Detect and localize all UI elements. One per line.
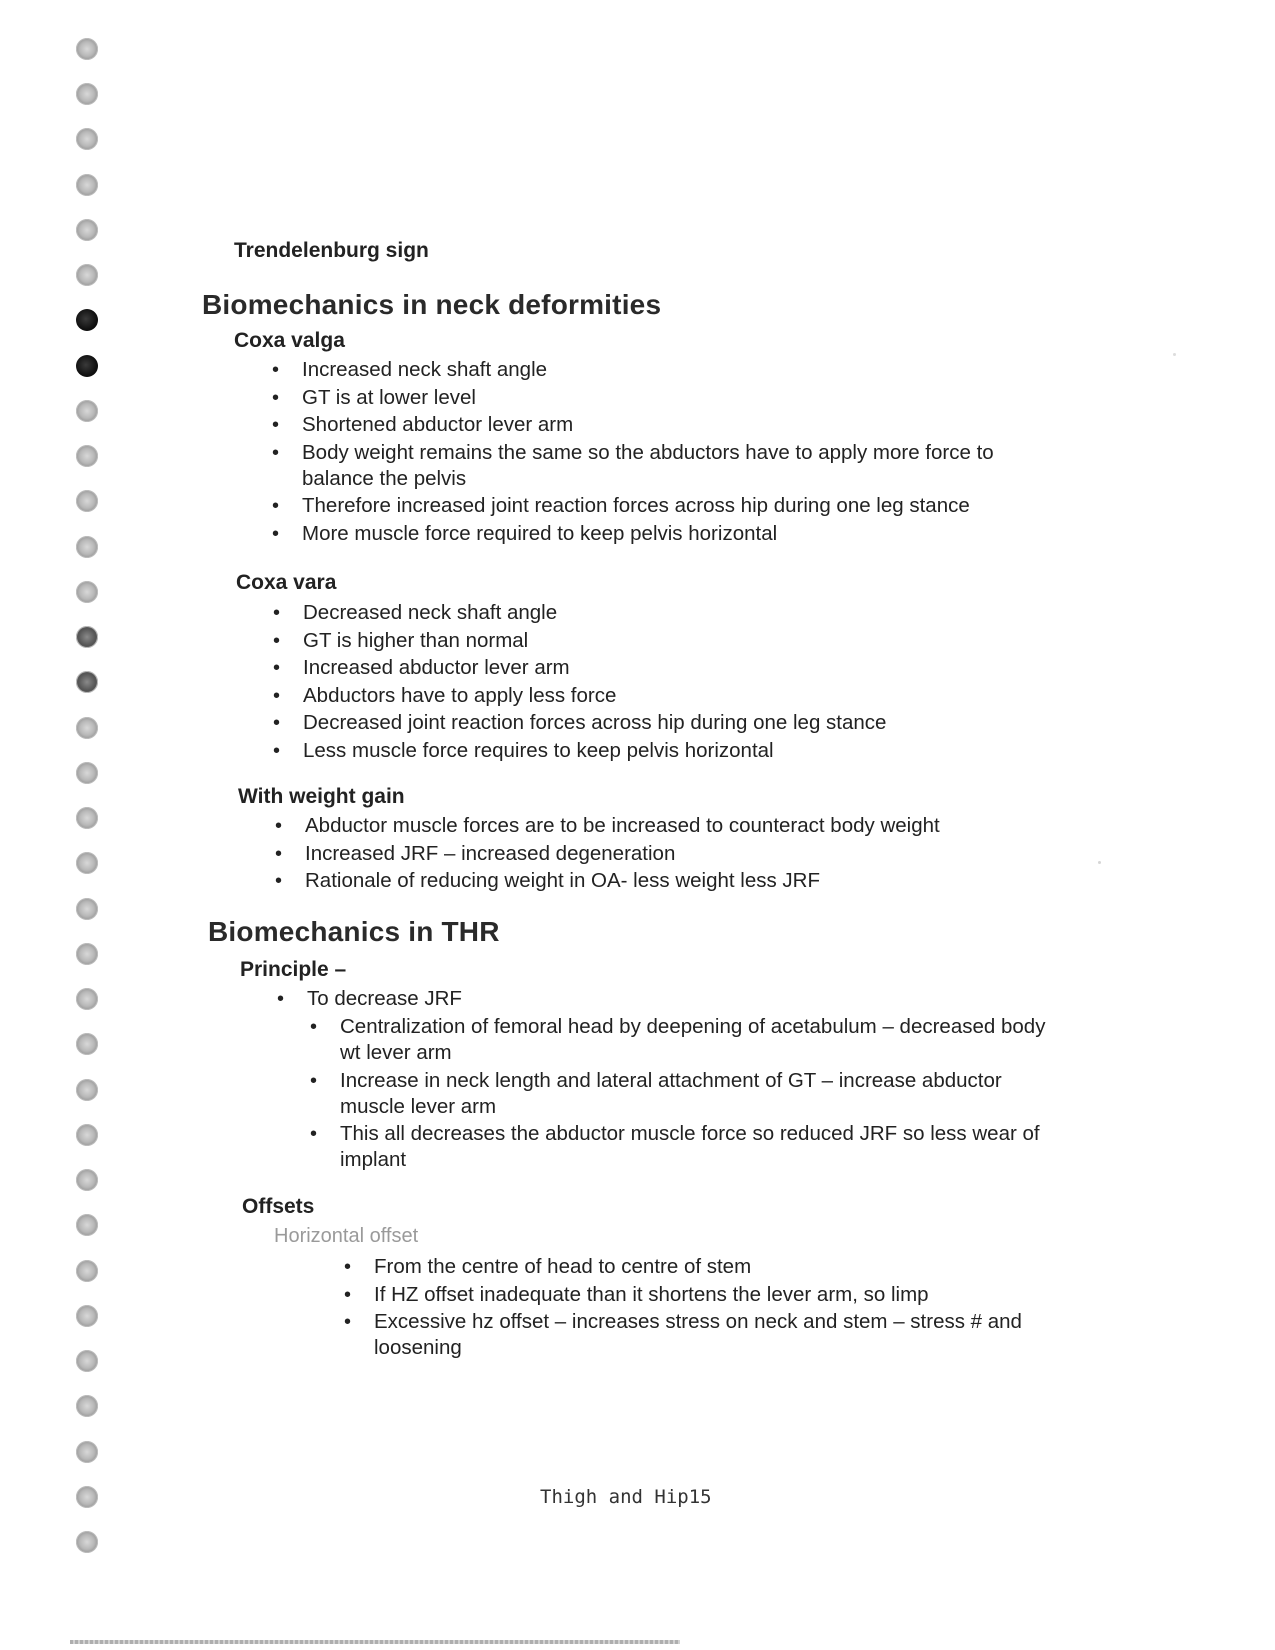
binder-holes xyxy=(76,38,100,1638)
binder-hole-icon xyxy=(76,1441,98,1463)
binder-hole-icon xyxy=(76,807,98,829)
list-item: • Increased abductor lever arm xyxy=(303,655,1063,681)
bottom-edge-rule xyxy=(70,1640,680,1644)
weight-gain-heading: With weight gain xyxy=(238,785,405,808)
list-item: • Shortened abductor lever arm xyxy=(302,412,1062,438)
list-item: • This all decreases the abductor muscle force so reduced JRF so less wear of implant xyxy=(340,1121,1060,1173)
list-item: • Body weight remains the same so the abductors have to apply more force to balance the pelvis xyxy=(302,440,1062,492)
scan-speck xyxy=(1098,861,1101,864)
binder-hole-icon xyxy=(76,490,98,512)
list-item: • GT is higher than normal xyxy=(303,628,1063,654)
list-item: • Abductors have to apply less force xyxy=(303,683,1063,709)
binder-hole-icon xyxy=(76,898,98,920)
binder-hole-icon xyxy=(76,1305,98,1327)
binder-hole-icon xyxy=(76,1169,98,1191)
binder-hole-icon xyxy=(76,1033,98,1055)
list-item: • Increased neck shaft angle xyxy=(302,357,1062,383)
list-item: • Rationale of reducing weight in OA- less weight less JRF xyxy=(305,868,1065,894)
binder-hole-icon xyxy=(76,83,98,105)
horizontal-offset-list xyxy=(374,1254,1034,1363)
binder-hole-icon xyxy=(76,1260,98,1282)
trendelenburg-heading: Trendelenburg sign xyxy=(234,239,429,262)
list-item: • GT is at lower level xyxy=(302,385,1062,411)
horizontal-offset-label: Horizontal offset xyxy=(274,1225,419,1247)
binder-hole-icon xyxy=(76,1124,98,1146)
weight-gain-list xyxy=(305,813,1065,896)
list-item: • Decreased joint reaction forces across hip during one leg stance xyxy=(303,710,1063,736)
binder-hole-icon xyxy=(76,309,98,331)
binder-hole-icon xyxy=(76,671,98,693)
principle-list xyxy=(307,986,1067,1014)
list-item: • Increased JRF – increased degeneration xyxy=(305,841,1065,867)
binder-hole-icon xyxy=(76,536,98,558)
binder-hole-icon xyxy=(76,128,98,150)
scan-speck xyxy=(1173,353,1176,356)
binder-hole-icon xyxy=(76,717,98,739)
coxa-vara-heading: Coxa vara xyxy=(236,571,337,594)
binder-hole-icon xyxy=(76,852,98,874)
list-item: • Less muscle force requires to keep pelvis horizontal xyxy=(303,738,1063,764)
binder-hole-icon xyxy=(76,264,98,286)
binder-hole-icon xyxy=(76,1531,98,1553)
binder-hole-icon xyxy=(76,1486,98,1508)
binder-hole-icon xyxy=(76,626,98,648)
list-item: • To decrease JRF xyxy=(307,986,1067,1012)
binder-hole-icon xyxy=(76,445,98,467)
coxa-valga-heading: Coxa valga xyxy=(234,329,345,352)
section-title-neck-deformities: Biomechanics in neck deformities xyxy=(202,289,662,320)
list-item: • Centralization of femoral head by deepening of acetabulum – decreased body wt lever arm xyxy=(340,1014,1060,1066)
list-item: • More muscle force required to keep pelvis horizontal xyxy=(302,521,1062,547)
binder-hole-icon xyxy=(76,1079,98,1101)
list-item: • From the centre of head to centre of stem xyxy=(374,1254,1034,1280)
binder-hole-icon xyxy=(76,1395,98,1417)
list-item: • Therefore increased joint reaction forces across hip during one leg stance xyxy=(302,493,1062,519)
binder-hole-icon xyxy=(76,581,98,603)
list-item: • Increase in neck length and lateral attachment of GT – increase abductor muscle lever arm xyxy=(340,1068,1060,1120)
binder-hole-icon xyxy=(76,1350,98,1372)
principle-sublist xyxy=(340,1014,1060,1175)
binder-hole-icon xyxy=(76,38,98,60)
list-item: • Abductor muscle forces are to be increased to counteract body weight xyxy=(305,813,1065,839)
list-item: • Decreased neck shaft angle xyxy=(303,600,1063,626)
binder-hole-icon xyxy=(76,219,98,241)
binder-hole-icon xyxy=(76,762,98,784)
page-footer: Thigh and Hip15 xyxy=(540,1486,712,1508)
offsets-heading: Offsets xyxy=(242,1195,315,1218)
section-title-thr: Biomechanics in THR xyxy=(208,916,500,947)
coxa-vara-list xyxy=(303,600,1063,765)
binder-hole-icon xyxy=(76,400,98,422)
binder-hole-icon xyxy=(76,174,98,196)
binder-hole-icon xyxy=(76,988,98,1010)
list-item: • Excessive hz offset – increases stress on neck and stem – stress # and loosening xyxy=(374,1309,1034,1361)
principle-heading: Principle – xyxy=(240,958,347,981)
binder-hole-icon xyxy=(76,943,98,965)
binder-hole-icon xyxy=(76,355,98,377)
binder-hole-icon xyxy=(76,1214,98,1236)
coxa-valga-list xyxy=(302,357,1062,548)
list-item: • If HZ offset inadequate than it shortens the lever arm, so limp xyxy=(374,1282,1034,1308)
